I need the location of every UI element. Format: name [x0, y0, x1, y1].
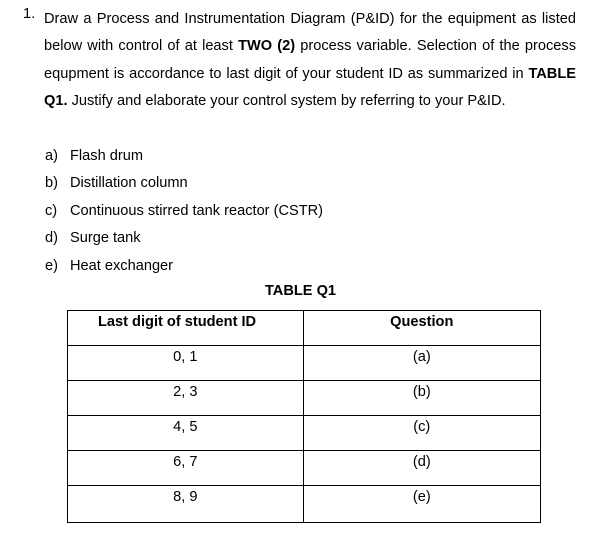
cell-question: (a): [303, 346, 540, 381]
option-text: Heat exchanger: [70, 257, 174, 274]
option-text: Flash drum: [70, 148, 143, 164]
cell-digit: 2, 3: [68, 381, 304, 416]
cell-question: (b): [303, 381, 540, 416]
table-row: [68, 346, 541, 381]
table-caption: [0, 283, 601, 299]
question-number: 1.: [23, 6, 36, 22]
option-label: e): [45, 257, 58, 274]
options-list: [45, 143, 323, 280]
cell-digit: 4, 5: [68, 416, 304, 451]
question-text: [44, 6, 576, 116]
cell-question: (c): [303, 416, 540, 451]
option-item: [45, 253, 323, 280]
option-item: [45, 225, 323, 252]
question-text-bold: TWO (2): [238, 38, 296, 55]
option-text: Continuous stirred tank reactor (CSTR): [70, 202, 324, 219]
header-last-digit: Last digit of student ID: [68, 311, 304, 346]
option-item: [45, 143, 323, 170]
question-text-bold: TABLE Q1.: [44, 65, 576, 110]
cell-question: (e): [303, 486, 540, 523]
option-label: d): [45, 230, 58, 247]
table-q1: [67, 310, 541, 523]
option-text: Distillation column: [70, 175, 188, 192]
question-text-part: process variable. Selection of the process equpment is accordance to last digit of your student ID as summarized in: [44, 38, 576, 82]
option-label: b): [45, 175, 58, 192]
table-row: [68, 416, 541, 451]
option-label: c): [45, 202, 58, 219]
table-caption-text: TABLE Q1: [264, 283, 337, 299]
cell-digit: 0, 1: [68, 346, 304, 381]
question-text-part: Draw a Process and Instrumentation Diagram (P&ID) for the equipment as listed below with control of at least: [44, 11, 576, 55]
table-header-row: [68, 311, 541, 346]
table-row: [68, 486, 541, 523]
cell-digit: 8, 9: [68, 486, 304, 523]
option-label: a): [45, 148, 58, 164]
table-row: [68, 381, 541, 416]
option-item: [45, 170, 323, 197]
option-text: Surge tank: [70, 230, 141, 247]
cell-digit: 6, 7: [68, 451, 304, 486]
table-row: [68, 451, 541, 486]
cell-question: (d): [303, 451, 540, 486]
header-question: Question: [303, 311, 540, 346]
option-item: [45, 198, 323, 225]
question-text-part: Justify and elaborate your control system by referring to your P&ID.: [67, 93, 506, 110]
